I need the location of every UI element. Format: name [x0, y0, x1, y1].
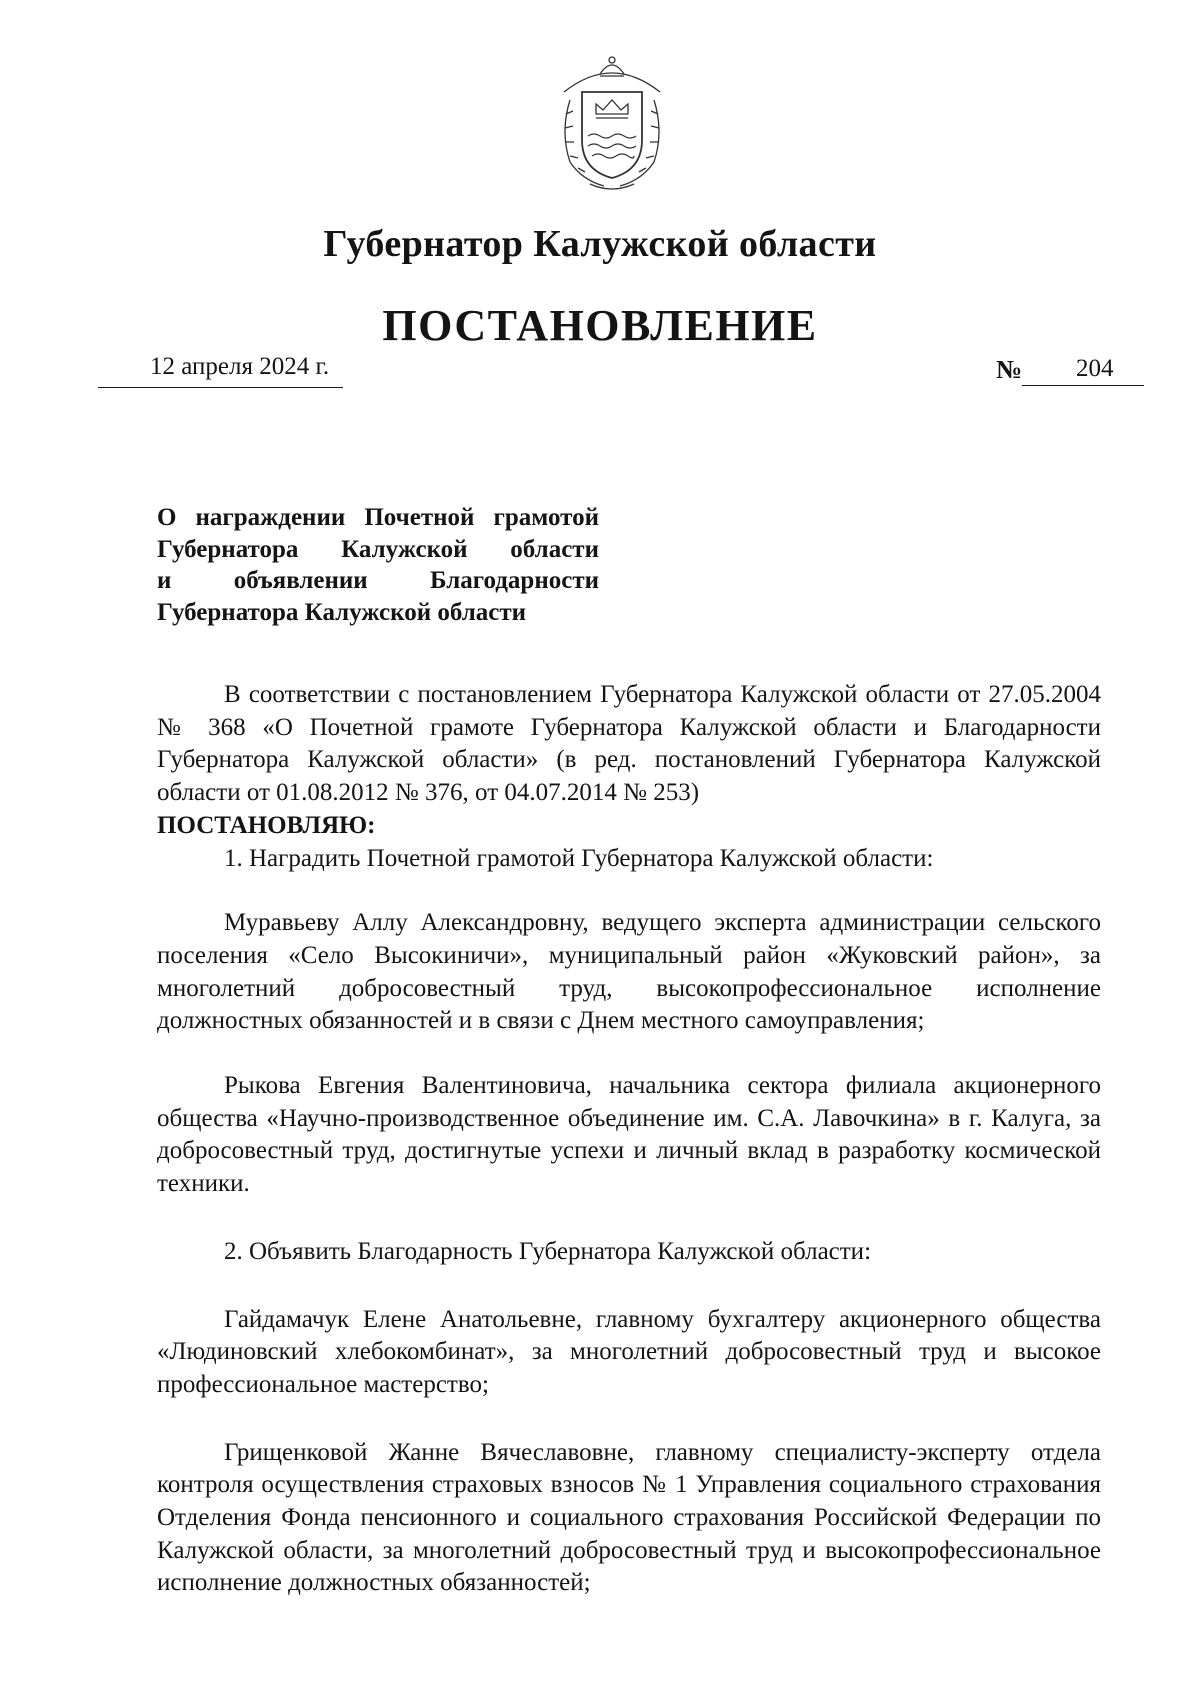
- subject-line: и объявлении Благодарности: [157, 567, 599, 594]
- document-type: ПОСТАНОВЛЕНИЕ: [382, 301, 818, 350]
- section-2-title: 2. Объявить Благодарность Губернатора Калужской области:: [224, 1237, 872, 1265]
- coat-of-arms-icon: [556, 52, 668, 194]
- subject-line: Губернатора Калужской области: [157, 535, 599, 563]
- subject-line: Губернатора Калужской области: [157, 598, 527, 626]
- award-item: Муравьеву Аллу Александровну, ведущего эксперта администрации сельского поселения «Село Высокиничи», муниципальный район «Жуковский район», за многолетний добросовестный труд, высокопрофессиональное исполнение должностных обязанностей и в связи с Днем местного самоуправления;: [157, 909, 1101, 1035]
- document-date: 12 апреля 2024 г.: [150, 353, 330, 380]
- number-sign: №: [996, 355, 1023, 384]
- document-number: 204: [1076, 355, 1114, 382]
- number-underline: [1022, 385, 1144, 386]
- gratitude-item: Гайдамачук Елене Анатольевне, главному бухгалтеру акционерного общества «Людиновский хлебокомбинат», за многолетний добросовестный труд и высокое профессиональное мастерство;: [157, 1305, 1101, 1398]
- preamble-paragraph: В соответствии с постановлением Губернатора Калужской области от 27.05.2004 № 368 «О Почетной грамоте Губернатора Калужской области и Благодарности Губернатора Калужской области» (в ред. постановлений Губернатора Калужской области от 01.08.2012 № 376, от 04.07.2014 № 253): [157, 681, 1101, 807]
- award-item: Рыкова Евгения Валентиновича, начальника сектора филиала акционерного общества «Научно-производственное объединение им. С.А. Лавочкина» в г. Калуга, за добросовестный труд, достигнутые успехи и личный вклад в разработку космической техники.: [157, 1072, 1101, 1198]
- gratitude-item: Грищенковой Жанне Вячеславовне, главному специалисту-эксперту отдела контроля осуществления страховых взносов № 1 Управления социального страхования Отделения Фонда пенсионного и социального страхования Российской Федерации по Калужской области, за многолетний добросовестный труд и высокопрофессиональное исполнение должностных обязанностей;: [157, 1438, 1101, 1597]
- document-date-field: [98, 353, 343, 388]
- section-1-title: 1. Наградить Почетной грамотой Губернатора Калужской области:: [224, 844, 934, 872]
- subject-line: О награждении Почетной грамотой: [157, 504, 599, 531]
- document-body: [157, 679, 1101, 1600]
- document-subject: [157, 502, 599, 628]
- issuing-authority: Губернатор Калужской области: [323, 223, 877, 265]
- decree-word: ПОСТАНОВЛЯЮ:: [157, 811, 376, 839]
